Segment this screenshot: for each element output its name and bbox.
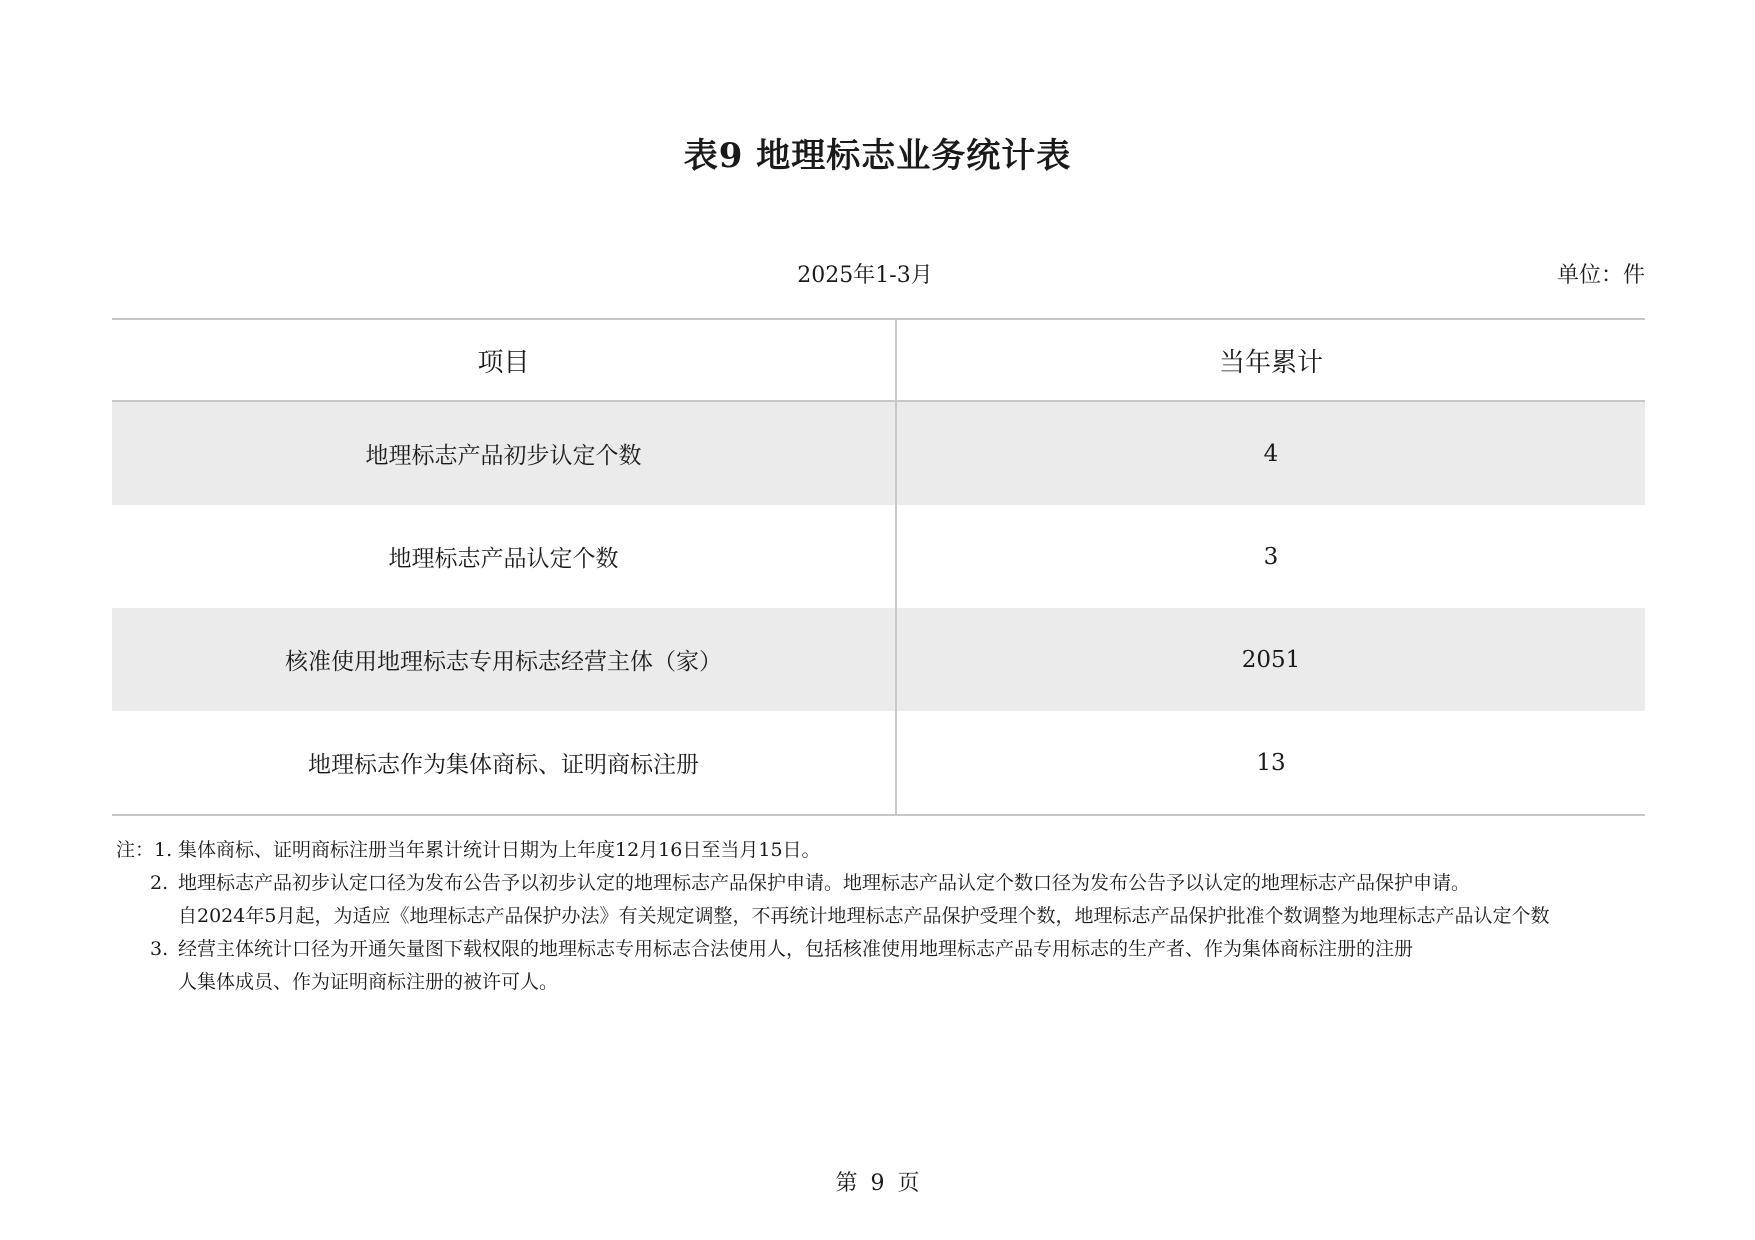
table-row: [112, 711, 1645, 815]
page-number: 第 9 页: [835, 1171, 920, 1196]
table-header-row: [112, 319, 1645, 401]
report-period: 2025年1-3月: [797, 263, 933, 288]
row-value: 4: [896, 401, 1645, 505]
note-prefix: 3.: [150, 938, 169, 960]
row-value: 13: [896, 711, 1645, 815]
note-line: [116, 900, 1676, 933]
note-line: [116, 933, 1676, 966]
row-item: 地理标志产品初步认定个数: [112, 401, 896, 505]
row-item: 地理标志作为集体商标、证明商标注册: [112, 711, 896, 815]
note-line: [116, 834, 1676, 867]
row-item: 核准使用地理标志专用标志经营主体（家）: [112, 608, 896, 711]
page-title: 表9 地理标志业务统计表: [683, 136, 1072, 176]
statistics-table: [112, 318, 1645, 816]
header-item: 项目: [112, 319, 896, 401]
note-text: 自2024年5月起，为适应《地理标志产品保护办法》有关规定调整，不再统计地理标志产品保护受理个数，地理标志产品保护批准个数调整为地理标志产品认定个数: [178, 905, 1550, 927]
row-value: 2051: [896, 608, 1645, 711]
notes-section: [116, 834, 1676, 999]
note-text: 经营主体统计口径为开通矢量图下载权限的地理标志专用标志合法使用人，包括核准使用地理标志产品专用标志的生产者、作为集体商标注册的注册: [178, 938, 1414, 960]
header-cumulative: 当年累计: [896, 319, 1645, 401]
note-prefix: 2.: [150, 872, 169, 894]
note-line: [116, 867, 1676, 900]
note-text: 集体商标、证明商标注册当年累计统计日期为上年度12月16日至当月15日。: [178, 839, 821, 861]
row-value: 3: [1263, 543, 1279, 570]
note-prefix: 注：1.: [116, 839, 173, 861]
note-text: 地理标志产品初步认定口径为发布公告予以初步认定的地理标志产品保护申请。地理标志产品认定个数口径为发布公告予以认定的地理标志产品保护申请。: [178, 872, 1471, 894]
note-line: [116, 966, 1676, 999]
table-row: [112, 608, 1645, 711]
table-row: [112, 505, 1645, 608]
note-text: 人集体成员、作为证明商标注册的被许可人。: [178, 971, 559, 993]
row-item: 地理标志产品认定个数: [112, 505, 896, 608]
unit-label: 单位：件: [1556, 263, 1645, 288]
table-row: [112, 401, 1645, 505]
